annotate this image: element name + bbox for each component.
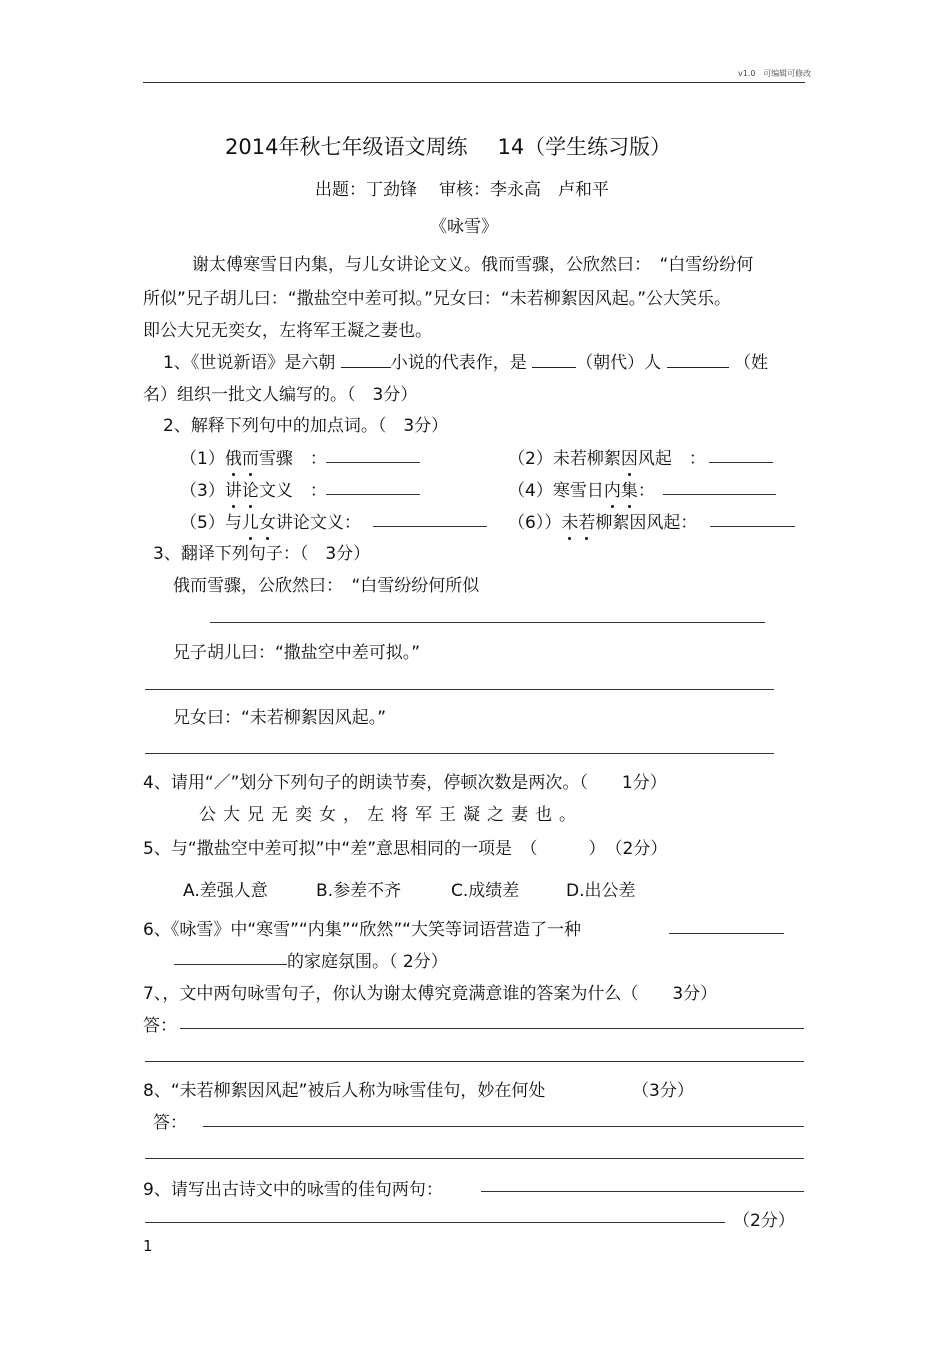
- dotted-char: 俄: [225, 444, 242, 469]
- q2-item-3-num: （3）: [180, 481, 225, 501]
- q6-line-2: 的家庭氛围。（ 2分）: [287, 952, 448, 972]
- q2-item-6-num: （6））: [508, 513, 562, 533]
- q2-item-3-blank[interactable]: [326, 494, 420, 495]
- q7-answer-line-1[interactable]: [180, 1028, 804, 1029]
- dotted-char: 讲: [225, 476, 242, 501]
- q4-sentence: 公大兄无奕女，左将军王凝之妻也。: [199, 805, 583, 825]
- page-number: 1: [143, 1237, 153, 1255]
- q5-option-d[interactable]: D.出公差: [566, 881, 636, 901]
- q2-item-4-text: ：: [637, 481, 655, 501]
- passage-line-3: 即公大兄无奕女，左将军王凝之妻也。: [143, 321, 432, 341]
- dotted-char: 而: [242, 444, 259, 469]
- question-5-stem: 5、与“撒盐空中差可拟”中“差”意思相同的一项是 （ ） （2分）: [143, 839, 668, 859]
- q2-item-5-text: 讲论文义：: [275, 513, 361, 533]
- question-6-stem: 6、《咏雪》中“寒雪”“内集”“欣然”“大笑等词语营造了一种: [143, 920, 581, 940]
- q9-score: （2分）: [733, 1211, 795, 1231]
- passage-title: 《咏雪》: [430, 217, 498, 237]
- question-1-line-2: 名）组织一批文人编写的。（ 3分）: [143, 385, 418, 405]
- header-note: [738, 68, 811, 79]
- q2-item-2-num: （2）未若柳絮: [508, 449, 621, 469]
- question-7-stem: 7、，文中两句咏雪句子，你认为谢太傅究竟满意谁的答案为什么（ 3分）: [143, 984, 718, 1004]
- q2-item-4-blank[interactable]: [663, 494, 776, 495]
- dotted-char: 论: [242, 476, 259, 501]
- q2-item-1-text: 雪骤 ：: [258, 449, 327, 469]
- dotted-char: 未: [561, 508, 578, 533]
- q3-sentence-2: 兄子胡儿曰：“撒盐空中差可拟。”: [173, 643, 421, 663]
- q1-blank-name[interactable]: [667, 349, 729, 368]
- q2-item-3-text: 文义 ：: [258, 481, 327, 501]
- author: 出题：丁劲锋: [315, 180, 417, 200]
- q2-item-1-blank[interactable]: [326, 462, 420, 463]
- title-number: 14（学生练习版）: [497, 135, 672, 159]
- dotted-char: 儿: [242, 508, 259, 533]
- dotted-char: 女: [259, 508, 276, 533]
- question-4-stem: 4、请用“／”划分下列句子的朗读节奏，停顿次数是两次。（ 1分）: [143, 773, 667, 793]
- q1-blank-dynasty-6[interactable]: [341, 349, 391, 368]
- q2-item-1: [180, 444, 327, 469]
- q2-item-4-num: （4）寒雪日: [508, 481, 604, 501]
- dotted-char: 集: [621, 476, 638, 501]
- q2-item-5-blank[interactable]: [373, 526, 487, 527]
- q8-answer-line-2[interactable]: [145, 1158, 804, 1159]
- q2-item-4: [508, 476, 655, 501]
- dotted-char: 若: [578, 508, 595, 533]
- q1-text-c: （朝代）人: [576, 353, 662, 373]
- dotted-char: 因: [621, 444, 638, 469]
- credits: [315, 175, 609, 200]
- q9-answer-line-1[interactable]: [481, 1191, 804, 1192]
- question-2-stem: 2、解释下列句中的加点词。（ 3分）: [163, 416, 449, 436]
- q2-item-5: [180, 508, 361, 533]
- q1-blank-dynasty[interactable]: [532, 349, 576, 368]
- passage-line-2: 所似”兄子胡儿曰：“撒盐空中差可拟。”兄女曰：“未若柳絮因风起。”公大笑乐。: [143, 289, 732, 309]
- q8-score: （3分）: [632, 1081, 694, 1101]
- q3-answer-line-2[interactable]: [145, 689, 774, 690]
- q3-sentence-3: 兄女曰：“未若柳絮因风起。”: [173, 708, 387, 728]
- q2-item-6: [508, 508, 697, 533]
- q1-text-a: 1、《世说新语》是六朝: [163, 353, 336, 373]
- q6-blank-1[interactable]: [669, 933, 784, 934]
- question-3-stem: 3、翻译下列句子：（ 3分）: [153, 544, 371, 564]
- q2-item-6-blank[interactable]: [710, 526, 795, 527]
- title-main: 2014年秋七年级语文周练: [225, 135, 468, 159]
- page-title: [225, 131, 671, 161]
- q2-item-2: [508, 444, 706, 469]
- q7-answer-label: 答：: [143, 1016, 177, 1036]
- dotted-char: 内: [604, 476, 621, 501]
- q1-text-b: 小说的代表作，是: [390, 353, 527, 373]
- q2-item-1-num: （1）: [180, 449, 225, 469]
- q7-answer-line-2[interactable]: [145, 1061, 804, 1062]
- q9-answer-line-2[interactable]: [145, 1222, 725, 1223]
- q2-item-2-text: 风起 ：: [637, 449, 706, 469]
- q5-option-c[interactable]: C.成绩差: [451, 881, 520, 901]
- q5-option-a[interactable]: A.差强人意: [183, 881, 268, 901]
- q5-option-b[interactable]: B.参差不齐: [316, 881, 402, 901]
- reviewers: 审核：李永高 卢和平: [439, 180, 609, 200]
- q8-answer-line-1[interactable]: [203, 1126, 804, 1127]
- q3-answer-line-3[interactable]: [145, 753, 774, 754]
- passage-line-1: 谢太傅寒雪日内集，与儿女讲论文义。俄而雪骤，公欣然曰： “白雪纷纷何: [192, 255, 754, 275]
- q3-answer-line-1[interactable]: [210, 622, 765, 623]
- question-8-stem: 8、“未若柳絮因风起”被后人称为咏雪佳句，妙在何处: [143, 1081, 546, 1101]
- q2-item-2-blank[interactable]: [709, 462, 773, 463]
- q3-sentence-1: 俄而雪骤，公欣然曰： “白雪纷纷何所似: [173, 576, 480, 596]
- editable-note: 可编辑可修改: [763, 69, 812, 78]
- q8-answer-label: 答：: [153, 1113, 187, 1133]
- q2-item-5-num: （5）与: [180, 513, 242, 533]
- version-label: v1.0: [738, 69, 756, 78]
- q1-text-d: （姓: [733, 353, 768, 373]
- q2-item-3: [180, 476, 327, 501]
- header-rule: [143, 82, 805, 83]
- q6-blank-2[interactable]: [174, 964, 287, 965]
- question-9-stem: 9、请写出古诗文中的咏雪的佳句两句：: [143, 1180, 443, 1200]
- q2-item-6-text: 柳絮因风起：: [595, 513, 698, 533]
- question-1: [163, 348, 768, 373]
